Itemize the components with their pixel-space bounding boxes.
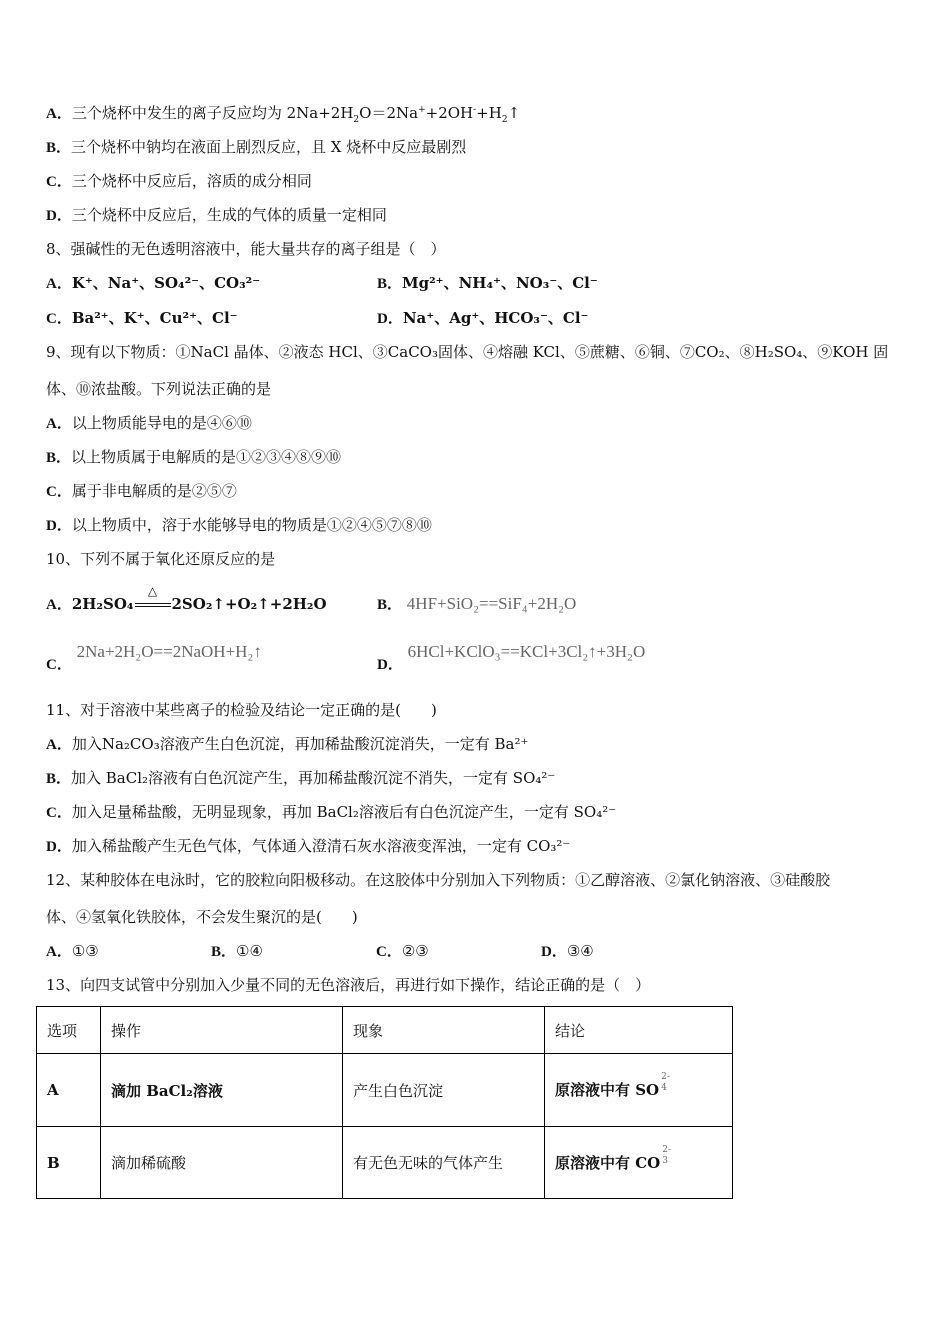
q11-stem: 11、对于溶液中某些离子的检验及结论一定正确的是( )	[46, 701, 437, 719]
q8-option-a: A．K⁺、Na⁺、SO₄²⁻、CO₃²⁻	[46, 274, 261, 292]
header-option: 选项	[37, 1007, 101, 1054]
header-phenomenon: 现象	[343, 1007, 545, 1054]
q12-option-b: B．①④	[211, 942, 263, 960]
q9-option-d: D．以上物质中，溶于水能够导电的物质是①②④⑤⑦⑧⑩	[46, 516, 432, 534]
q12-stem-line2: 体、④氢氧化铁胶体，不会发生聚沉的是( )	[46, 908, 358, 926]
q11-option-d: D．加入稀盐酸产生无色气体，气体通入澄清石灰水溶液变浑浊，一定有 CO₃²⁻	[46, 837, 571, 855]
table-row	[37, 1127, 733, 1199]
q12-stem-line1: 12、某种胶体在电泳时，它的胶粒向阳极移动。在这胶体中分别加入下列物质：①乙醇溶液、②氯化钠溶液、③硅酸胶	[46, 871, 831, 889]
q10-stem: 10、下列不属于氧化还原反应的是	[46, 550, 276, 568]
row-conclusion: 原溶液中有 CO 2- 3	[545, 1127, 733, 1199]
q9-option-c: C．属于非电解质的是②⑤⑦	[46, 482, 237, 500]
q10-option-a: A．2H₂SO₄ △ 2SO₂↑+O₂↑+2H₂O	[46, 584, 327, 613]
q9-stem-line1: 9、现有以下物质：①NaCl 晶体、②液态 HCl、③CaCO₃固体、④熔融 KCl、⑤蔗糖、⑥铜、⑦CO₂、⑧H₂SO₄、⑨KOH 固	[46, 343, 889, 361]
header-operation: 操作	[101, 1007, 343, 1054]
q10-option-c: C． 2Na+2H₂O==2NaOH+H₂↑	[46, 642, 262, 673]
q7-option-a: A．三个烧杯中发生的离子反应均为 $2Na+2H_2O=2Na^++2OH^-+H_2↑$	[46, 104, 521, 125]
q11-option-c: C．加入足量稀盐酸，无明显现象，再加 BaCl₂溶液后有白色沉淀产生，一定有 SO₄²⁻	[46, 803, 617, 821]
q9-option-b: B．以上物质属于电解质的是①②③④⑧⑨⑩	[46, 448, 342, 466]
q13-stem: 13、向四支试管中分别加入少量不同的无色溶液后，再进行如下操作，结论正确的是（ ）	[46, 976, 651, 994]
q7-option-d: D．三个烧杯中反应后，生成的气体的质量一定相同	[46, 206, 387, 224]
reaction-condition-arrow: △	[134, 594, 172, 614]
row-operation: 滴加稀硫酸	[101, 1127, 343, 1199]
q11-option-a: A．加入Na₂CO₃溶液产生白色沉淀，再加稀盐酸沉淀消失，一定有 Ba²⁺	[46, 735, 529, 753]
row-phenomenon: 有无色无味的气体产生	[343, 1127, 545, 1199]
header-conclusion: 结论	[545, 1007, 733, 1054]
q12-option-a: A．①③	[46, 942, 99, 960]
row-conclusion: 原溶液中有 SO 2- 4	[545, 1054, 733, 1127]
q13-table	[36, 1006, 733, 1199]
q9-option-a: A．以上物质能导电的是④⑥⑩	[46, 414, 252, 432]
row-option: A	[37, 1054, 101, 1127]
q8-option-b: B．Mg²⁺、NH₄⁺、NO₃⁻、Cl⁻	[377, 274, 598, 292]
q12-option-d: D．③④	[541, 942, 594, 960]
q8-option-d: D．Na⁺、Ag⁺、HCO₃⁻、Cl⁻	[377, 309, 589, 327]
q10-option-d: D． 6HCl+KClO₃==KCl+3Cl₂↑+3H₂O	[377, 642, 646, 673]
q11-option-b: B．加入 BaCl₂溶液有白色沉淀产生，再加稀盐酸沉淀不消失，一定有 SO₄²⁻	[46, 769, 556, 787]
q7-option-c: C．三个烧杯中反应后，溶质的成分相同	[46, 172, 312, 190]
q8-option-c: C．Ba²⁺、K⁺、Cu²⁺、Cl⁻	[46, 309, 238, 327]
q8-stem: 8、强碱性的无色透明溶液中，能大量共存的离子组是（ ）	[46, 240, 446, 258]
row-phenomenon: 产生白色沉淀	[343, 1054, 545, 1127]
q7-option-b: B．三个烧杯中钠均在液面上剧烈反应，且 X 烧杯中反应最剧烈	[46, 138, 467, 156]
q12-option-c: C．②③	[376, 942, 429, 960]
row-option: B	[37, 1127, 101, 1199]
q9-stem-line2: 体、⑩浓盐酸。下列说法正确的是	[46, 380, 272, 398]
table-row	[37, 1054, 733, 1127]
row-operation: 滴加 BaCl₂溶液	[101, 1054, 343, 1127]
table-header-row	[37, 1007, 733, 1054]
q10-option-b: B． 4HF+SiO₂==SiF₄+2H₂O	[377, 594, 577, 613]
